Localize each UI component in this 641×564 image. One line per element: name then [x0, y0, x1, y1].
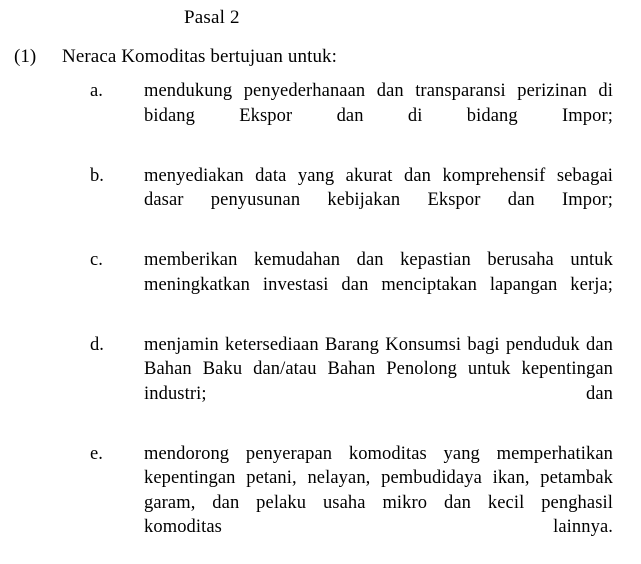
page-title: Pasal 2 — [12, 6, 619, 30]
list-item-text: mendukung penyederhanaan dan transparansi perizinan di bidang Ekspor dan di bidang Impor; — [90, 79, 619, 153]
list-item — [12, 164, 619, 238]
list-item-text: menyediakan data yang akurat dan komprehensif sebagai dasar penyusunan kebijakan Ekspor dan Impor; — [90, 164, 619, 238]
clause-1 — [12, 44, 619, 69]
list-item — [12, 442, 619, 564]
list-item — [12, 333, 619, 431]
list-item — [12, 79, 619, 153]
list-item-marker: b. — [12, 164, 90, 189]
clause-text: Neraca Komoditas bertujuan untuk: — [62, 44, 337, 69]
list-item-marker: d. — [12, 333, 90, 358]
clause-number: (1) — [12, 44, 62, 69]
list-item — [12, 248, 619, 322]
list-item-text: menjamin ketersediaan Barang Konsumsi bagi penduduk dan Bahan Baku dan/atau Bahan Penolong untuk kepentingan industri; dan — [90, 333, 619, 431]
list-item-text: memberikan kemudahan dan kepastian berusaha untuk meningkatkan investasi dan menciptakan lapangan kerja; — [90, 248, 619, 322]
list-item-text: mendorong penyerapan komoditas yang memperhatikan kepentingan petani, nelayan, pembudidaya ikan, petambak garam, dan pelaku usaha mikro dan kecil penghasil komoditas lainnya. — [90, 442, 619, 564]
list-item-marker: c. — [12, 248, 90, 273]
list-item-marker: a. — [12, 79, 90, 104]
list-item-marker: e. — [12, 442, 90, 467]
